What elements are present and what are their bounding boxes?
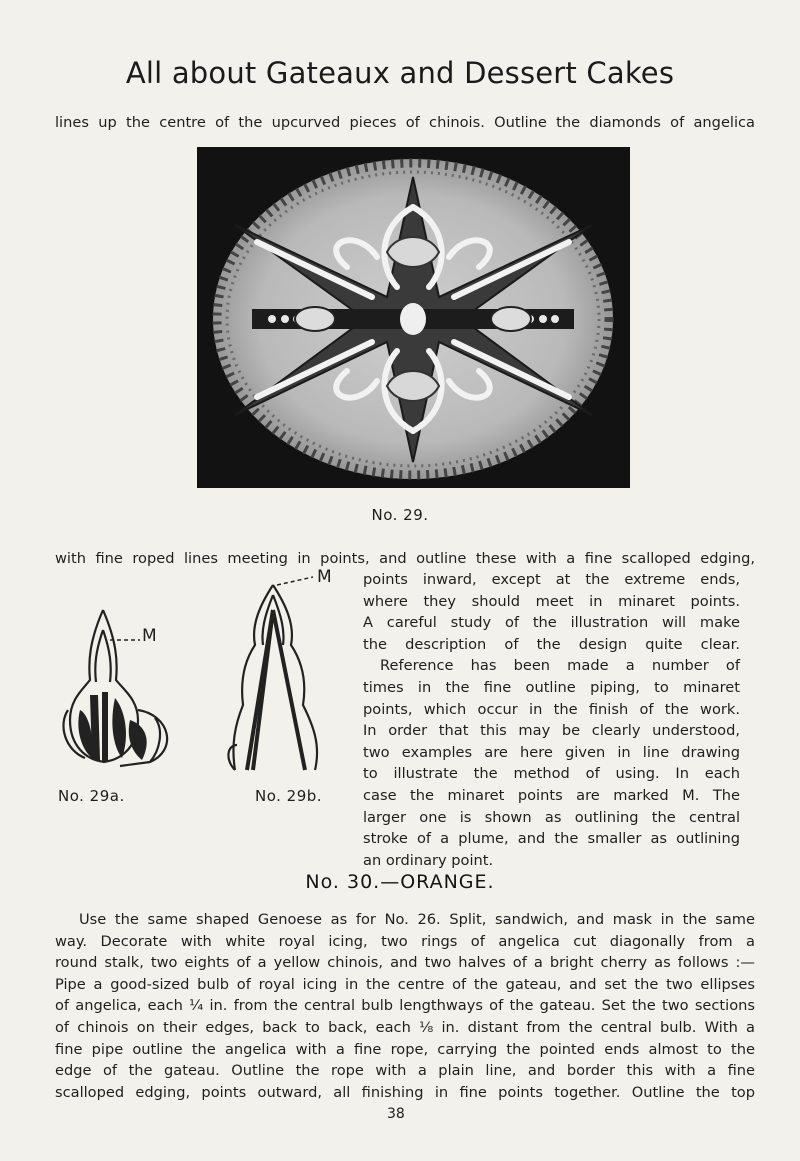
body-text-line: Use the same shaped Genoese as for No. 26. Split, sandwich, and mask in the same [79, 911, 755, 928]
side-text-line: to illustrate the method of using. In each [363, 765, 740, 783]
side-text-line: the description of the design quite clear. [363, 635, 740, 653]
body-text-line: scalloped edging, points outward, all finishing in fine points together. Outline the top [55, 1083, 755, 1101]
body-text-line: edge of the gateau. Outline the rope with a plain line, and border this with a fine [55, 1062, 755, 1080]
side-text-line: larger one is shown as outlining the central [363, 808, 740, 826]
body-text-line: way. Decorate with white royal icing, two rings of angelica cut diagonally from a [55, 932, 755, 950]
section-heading: No. 30.—ORANGE. [305, 871, 495, 893]
side-text-line: two examples are here given in line drawing [363, 743, 740, 761]
side-text-line: Reference has been made a number of [380, 657, 740, 675]
page-number: 38 [387, 1106, 405, 1122]
side-text-line: points, which occur in the finish of the work. [363, 700, 740, 718]
side-text-line: points inward, except at the extreme ends, [363, 571, 740, 588]
side-text-line: times in the fine outline piping, to minaret [363, 678, 740, 696]
plume-drawing [60, 600, 200, 780]
body-text-line: fine pipe outline the angelica with a fine rope, carrying the pointed ends almost to the [55, 1040, 755, 1058]
side-text-line: an ordinary point. [363, 851, 494, 869]
side-text-line: A careful study of the illustration will make [363, 614, 740, 632]
figure-29a-marker: M [142, 626, 157, 646]
continued-text-line: with fine roped lines meeting in points, and outline these with a fine scalloped edging, [55, 550, 755, 567]
side-text-column [363, 569, 740, 871]
body-text-line: round stalk, two eights of a yellow chinois, and two halves of a bright cherry as follows :— [55, 954, 755, 972]
side-text-line: stroke of a plume, and the smaller as outlining [363, 830, 740, 848]
figure-29-caption: No. 29. [371, 506, 429, 524]
page-title: All about Gateaux and Dessert Cakes [125, 56, 675, 90]
section-body [55, 909, 755, 1103]
side-text-line: where they should meet in minaret points. [363, 592, 740, 610]
side-text-line: In order that this may be clearly understood, [363, 722, 740, 740]
figure-29b-caption: No. 29b. [255, 787, 323, 805]
body-text-line: of angelica, each ¼ in. from the central bulb lengthways of the gateau. Set the two sections [55, 997, 755, 1015]
body-text-line: Pipe a good-sized bulb of royal icing in the centre of the gateau, and set the two ellipses [55, 975, 755, 993]
gateau-photograph [197, 147, 630, 488]
figure-29b [225, 565, 345, 780]
figure-29a [60, 600, 200, 780]
figure-29b-marker: M [317, 567, 332, 587]
minaret-point-drawing [225, 565, 345, 780]
intro-text-line: lines up the centre of the upcurved pieces of chinois. Outline the diamonds of angelica [55, 114, 755, 131]
side-text-line: case the minaret points are marked M. The [363, 786, 740, 804]
gateau-illustration [197, 147, 630, 488]
figure-29a-caption: No. 29a. [58, 787, 125, 805]
body-text-line: of chinois on their edges, back to back, each ⅛ in. distant from the central bulb. With a [55, 1018, 755, 1036]
